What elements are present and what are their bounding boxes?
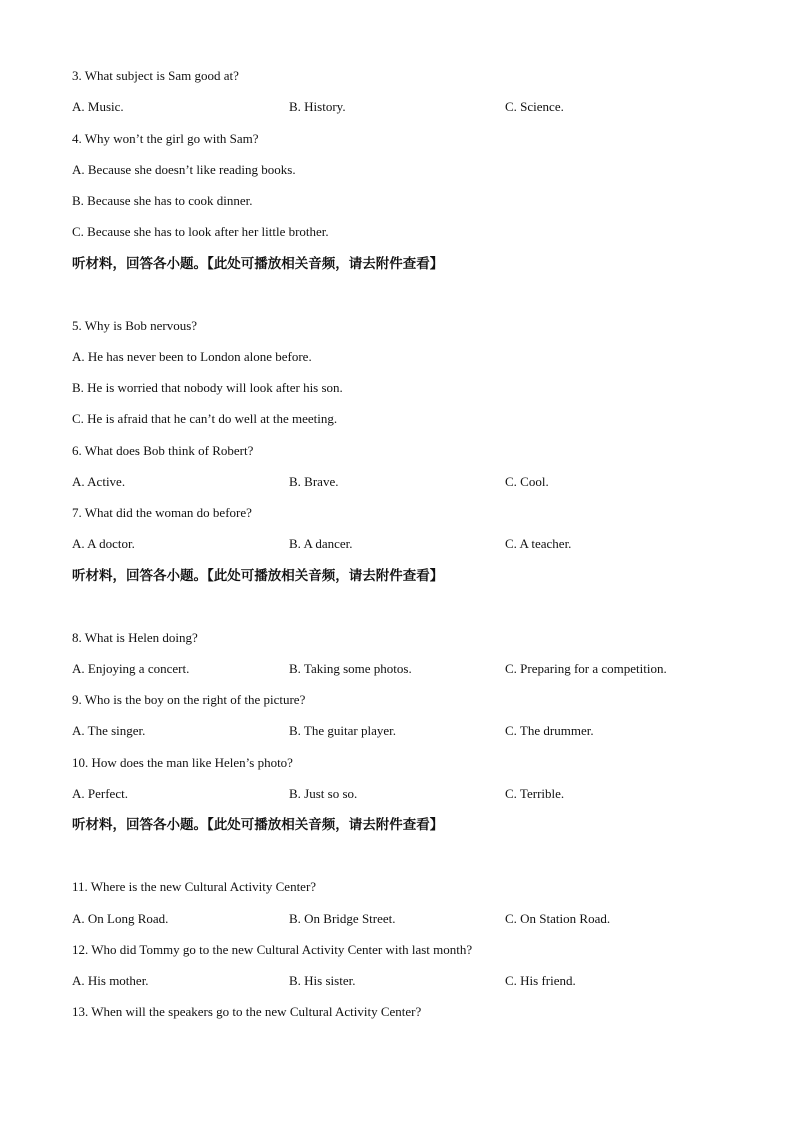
option-7-b: B. A dancer. xyxy=(289,536,353,551)
option-7-c: C. A teacher. xyxy=(505,536,572,551)
option-11-c: C. On Station Road. xyxy=(505,911,611,926)
option-4-a: A. Because she doesn’t like reading books. xyxy=(72,162,296,177)
question-4: 4. Why won’t the girl go with Sam? xyxy=(72,131,259,146)
option-10-c: C. Terrible. xyxy=(505,786,565,801)
option-11-b: B. On Bridge Street. xyxy=(289,911,396,926)
listening-instruction-1: 听材料，回答各小题。【此处可播放相关音频，请去附件查看】 xyxy=(72,256,444,272)
option-8-a: A. Enjoying a concert. xyxy=(72,661,190,676)
options-row-7 xyxy=(0,536,794,552)
option-4-c: C. Because she has to look after her little brother. xyxy=(72,224,329,239)
question-10: 10. How does the man like Helen’s photo? xyxy=(72,755,293,770)
option-12-a: A. His mother. xyxy=(72,973,149,988)
option-8-b: B. Taking some photos. xyxy=(289,661,412,676)
question-3: 3. What subject is Sam good at? xyxy=(72,68,239,83)
question-7: 7. What did the woman do before? xyxy=(72,505,252,520)
option-9-b: B. The guitar player. xyxy=(289,723,396,738)
option-6-b: B. Brave. xyxy=(289,474,339,489)
options-row-9 xyxy=(0,723,794,739)
options-row-10 xyxy=(0,786,794,802)
option-5-a: A. He has never been to London alone before. xyxy=(72,349,312,364)
options-row-3 xyxy=(0,99,794,115)
option-8-c: C. Preparing for a competition. xyxy=(505,661,667,676)
options-row-8 xyxy=(0,661,794,677)
question-5: 5. Why is Bob nervous? xyxy=(72,318,198,333)
option-12-c: C. His friend. xyxy=(505,973,576,988)
question-8: 8. What is Helen doing? xyxy=(72,630,198,645)
option-9-a: A. The singer. xyxy=(72,723,146,738)
option-3-b: B. History. xyxy=(289,99,346,114)
option-9-c: C. The drummer. xyxy=(505,723,594,738)
listening-instruction-2: 听材料，回答各小题。【此处可播放相关音频，请去附件查看】 xyxy=(72,568,444,584)
option-11-a: A. On Long Road. xyxy=(72,911,169,926)
question-12: 12. Who did Tommy go to the new Cultural Activity Center with last month? xyxy=(72,942,473,957)
option-6-a: A. Active. xyxy=(72,474,126,489)
listening-instruction-3: 听材料，回答各小题。【此处可播放相关音频，请去附件查看】 xyxy=(72,817,444,833)
option-5-b: B. He is worried that nobody will look after his son. xyxy=(72,380,343,395)
question-6: 6. What does Bob think of Robert? xyxy=(72,443,254,458)
question-9: 9. Who is the boy on the right of the picture? xyxy=(72,692,306,707)
option-7-a: A. A doctor. xyxy=(72,536,135,551)
option-10-a: A. Perfect. xyxy=(72,786,128,801)
question-11: 11. Where is the new Cultural Activity Center? xyxy=(72,879,317,894)
options-row-11 xyxy=(0,911,794,927)
option-12-b: B. His sister. xyxy=(289,973,356,988)
option-5-c: C. He is afraid that he can’t do well at the meeting. xyxy=(72,411,338,426)
option-6-c: C. Cool. xyxy=(505,474,549,489)
options-row-6 xyxy=(0,474,794,490)
option-10-b: B. Just so so. xyxy=(289,786,358,801)
option-3-a: A. Music. xyxy=(72,99,124,114)
options-row-12 xyxy=(0,973,794,989)
option-4-b: B. Because she has to cook dinner. xyxy=(72,193,253,208)
question-13: 13. When will the speakers go to the new Cultural Activity Center? xyxy=(72,1004,422,1019)
option-3-c: C. Science. xyxy=(505,99,564,114)
